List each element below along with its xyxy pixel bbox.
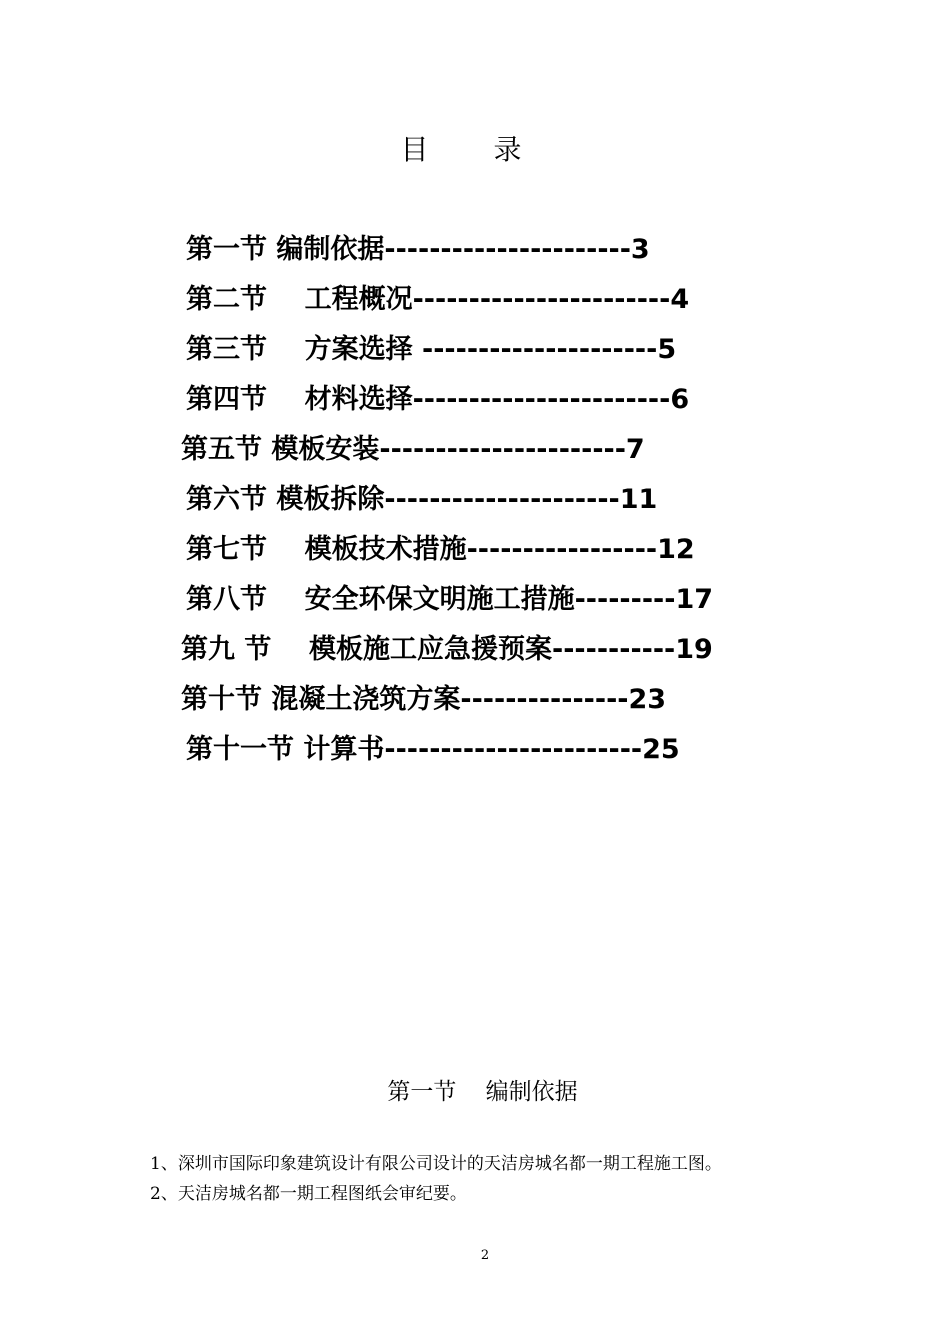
toc-title: 目 录 [400,133,550,166]
toc-entry: 第三节 方案选择 ---------------------5 [186,334,677,365]
toc-entry: 第四节 材料选择-----------------------6 [186,384,690,415]
toc-entry: 第九 节 模板施工应急援预案-----------19 [181,634,713,665]
toc-entry: 第二节 工程概况-----------------------4 [186,284,690,315]
paragraph: 2、天洁房城名都一期工程图纸会审纪要。 [150,1184,467,1204]
page-number: 2 [480,1248,490,1263]
paragraph: 1、深圳市国际印象建筑设计有限公司设计的天洁房城名都一期工程施工图。 [150,1154,722,1174]
toc-entry: 第十一节 计算书-----------------------25 [186,734,680,765]
section-heading: 第一节 编制依据 [387,1079,578,1105]
toc-entry: 第五节 模板安装----------------------7 [181,434,645,465]
toc-entry: 第七节 模板技术措施-----------------12 [186,534,695,565]
toc-entry: 第十节 混凝土浇筑方案---------------23 [181,684,667,715]
toc-entry: 第六节 模板拆除---------------------11 [186,484,658,515]
toc-entry: 第一节 编制依据----------------------3 [186,234,650,265]
toc-entry: 第八节 安全环保文明施工措施---------17 [186,584,714,615]
